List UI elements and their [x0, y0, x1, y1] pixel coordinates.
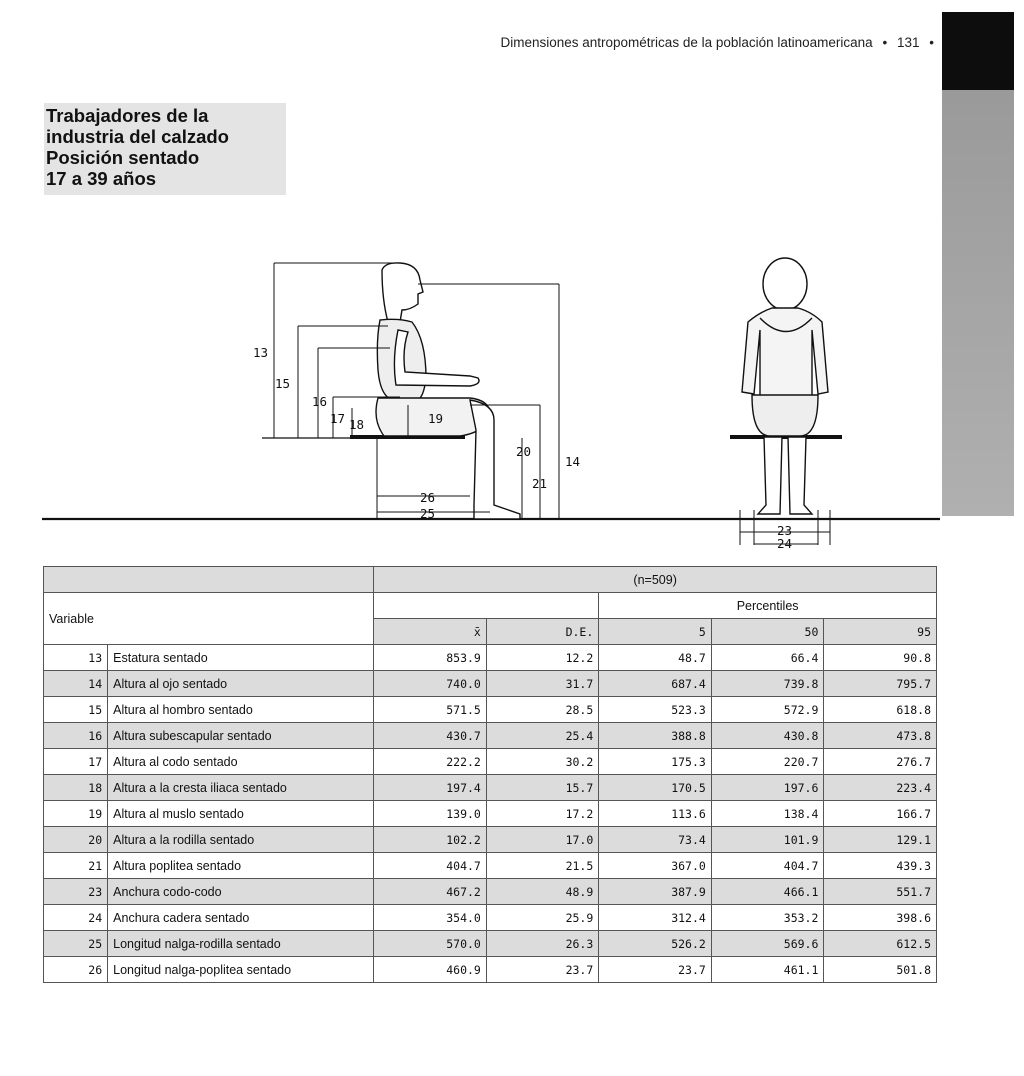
- cell-p5: 367.0: [599, 853, 712, 879]
- variable-number: 20: [44, 827, 108, 853]
- page-number: 131: [896, 35, 920, 50]
- sample-size: (n=509): [374, 567, 937, 593]
- table-row: [44, 801, 937, 827]
- label-23: 23: [777, 523, 793, 538]
- cell-p5: 113.6: [599, 801, 712, 827]
- cell-p50: 138.4: [711, 801, 824, 827]
- label-13: 13: [252, 345, 268, 360]
- table-row: [44, 879, 937, 905]
- table-row: [44, 853, 937, 879]
- section-title-line: industria del calzado: [46, 126, 229, 147]
- cell-p95: 612.5: [824, 931, 937, 957]
- label-15: 15: [274, 376, 290, 391]
- cell-sd: 12.2: [486, 645, 598, 671]
- variable-name: Estatura sentado: [108, 645, 374, 671]
- variable-number: 21: [44, 853, 108, 879]
- table-row: [44, 671, 937, 697]
- column-header-sd: D.E.: [486, 619, 598, 645]
- variable-name: Altura a la rodilla sentado: [108, 827, 374, 853]
- cell-sd: 23.7: [486, 957, 598, 983]
- variable-name: Altura al hombro sentado: [108, 697, 374, 723]
- variable-name: Altura al ojo sentado: [108, 671, 374, 697]
- variable-number: 23: [44, 879, 108, 905]
- cell-p5: 388.8: [599, 723, 712, 749]
- cell-p5: 175.3: [599, 749, 712, 775]
- cell-sd: 48.9: [486, 879, 598, 905]
- anthropometric-table: [43, 566, 937, 983]
- cell-sd: 30.2: [486, 749, 598, 775]
- variable-name: Longitud nalga-poplitea sentado: [108, 957, 374, 983]
- label-18: 18: [349, 417, 365, 432]
- cell-p5: 526.2: [599, 931, 712, 957]
- cell-p95: 501.8: [824, 957, 937, 983]
- bullet-separator: •: [929, 35, 934, 50]
- section-title-line: 17 a 39 años: [46, 168, 157, 189]
- cell-p50: 404.7: [711, 853, 824, 879]
- label-17: 17: [330, 411, 346, 426]
- table-row: [44, 931, 937, 957]
- cell-p5: 687.4: [599, 671, 712, 697]
- table-row: [44, 827, 937, 853]
- cell-mean: 404.7: [374, 853, 487, 879]
- variable-header: Variable: [44, 593, 374, 645]
- cell-mean: 467.2: [374, 879, 487, 905]
- variable-name: Altura al codo sentado: [108, 749, 374, 775]
- cell-sd: 31.7: [486, 671, 598, 697]
- cell-p50: 466.1: [711, 879, 824, 905]
- thumb-index-tab: [942, 12, 1014, 516]
- label-20: 20: [516, 444, 532, 459]
- cell-p5: 312.4: [599, 905, 712, 931]
- section-title-line: Posición sentado: [46, 147, 200, 168]
- table-row: [44, 957, 937, 983]
- bullet-separator: •: [882, 35, 888, 50]
- table-row: [44, 645, 937, 671]
- cell-sd: 28.5: [486, 697, 598, 723]
- cell-sd: 15.7: [486, 775, 598, 801]
- section-title: [44, 103, 286, 195]
- cell-mean: 571.5: [374, 697, 487, 723]
- cell-p50: 101.9: [711, 827, 824, 853]
- cell-mean: 740.0: [374, 671, 487, 697]
- variable-name: Anchura codo-codo: [108, 879, 374, 905]
- table-row: [44, 749, 937, 775]
- front-view-figure: [742, 258, 828, 514]
- cell-p5: 523.3: [599, 697, 712, 723]
- column-header-p95: 95: [824, 619, 937, 645]
- variable-name: Longitud nalga-rodilla sentado: [108, 931, 374, 957]
- variable-number: 17: [44, 749, 108, 775]
- label-24: 24: [777, 536, 793, 551]
- column-header-p50: 50: [711, 619, 824, 645]
- variable-number: 26: [44, 957, 108, 983]
- variable-name: Altura poplitea sentado: [108, 853, 374, 879]
- percentiles-header: Percentiles: [599, 593, 937, 619]
- cell-sd: 17.2: [486, 801, 598, 827]
- variable-name: Anchura cadera sentado: [108, 905, 374, 931]
- cell-p50: 461.1: [711, 957, 824, 983]
- variable-number: 18: [44, 775, 108, 801]
- cell-p95: 618.8: [824, 697, 937, 723]
- section-title-line: Trabajadores de la: [46, 105, 209, 126]
- label-25: 25: [420, 506, 436, 521]
- cell-p50: 66.4: [711, 645, 824, 671]
- cell-mean: 139.0: [374, 801, 487, 827]
- table-row: [44, 775, 937, 801]
- table-header-blank: [374, 593, 599, 619]
- cell-p50: 739.8: [711, 671, 824, 697]
- cell-p95: 166.7: [824, 801, 937, 827]
- variable-number: 15: [44, 697, 108, 723]
- table-row: [44, 905, 937, 931]
- column-header-mean: x̄: [374, 619, 487, 645]
- cell-sd: 25.4: [486, 723, 598, 749]
- running-title: Dimensiones antropométricas de la población latinoamericana: [500, 35, 873, 50]
- cell-sd: 25.9: [486, 905, 598, 931]
- variable-number: 13: [44, 645, 108, 671]
- cell-p5: 170.5: [599, 775, 712, 801]
- cell-mean: 197.4: [374, 775, 487, 801]
- cell-p50: 572.9: [711, 697, 824, 723]
- cell-mean: 222.2: [374, 749, 487, 775]
- cell-p95: 223.4: [824, 775, 937, 801]
- label-21: 21: [532, 476, 548, 491]
- variable-name: Altura a la cresta iliaca sentado: [108, 775, 374, 801]
- cell-p5: 48.7: [599, 645, 712, 671]
- column-header-p5: 5: [599, 619, 712, 645]
- label-14: 14: [565, 454, 581, 469]
- variable-number: 19: [44, 801, 108, 827]
- cell-p95: 551.7: [824, 879, 937, 905]
- cell-p95: 795.7: [824, 671, 937, 697]
- cell-mean: 102.2: [374, 827, 487, 853]
- table-row: [44, 697, 937, 723]
- cell-p5: 73.4: [599, 827, 712, 853]
- table-row: [44, 723, 937, 749]
- anthropometric-figure: [0, 240, 940, 560]
- table-header-blank: [44, 567, 374, 593]
- cell-mean: 430.7: [374, 723, 487, 749]
- side-view-figure: [376, 263, 520, 519]
- variable-number: 25: [44, 931, 108, 957]
- cell-p95: 276.7: [824, 749, 937, 775]
- cell-p95: 129.1: [824, 827, 937, 853]
- label-16: 16: [312, 394, 328, 409]
- cell-p50: 569.6: [711, 931, 824, 957]
- variable-number: 24: [44, 905, 108, 931]
- cell-sd: 17.0: [486, 827, 598, 853]
- cell-p50: 220.7: [711, 749, 824, 775]
- cell-mean: 460.9: [374, 957, 487, 983]
- dimension-lines: [274, 263, 830, 545]
- cell-p95: 398.6: [824, 905, 937, 931]
- variable-number: 16: [44, 723, 108, 749]
- cell-p95: 90.8: [824, 645, 937, 671]
- cell-p95: 473.8: [824, 723, 937, 749]
- variable-name: Altura al muslo sentado: [108, 801, 374, 827]
- cell-p50: 430.8: [711, 723, 824, 749]
- label-26: 26: [420, 490, 436, 505]
- cell-p5: 23.7: [599, 957, 712, 983]
- variable-name: Altura subescapular sentado: [108, 723, 374, 749]
- cell-p95: 439.3: [824, 853, 937, 879]
- cell-mean: 570.0: [374, 931, 487, 957]
- cell-sd: 21.5: [486, 853, 598, 879]
- running-header: [480, 35, 940, 50]
- cell-mean: 354.0: [374, 905, 487, 931]
- variable-number: 14: [44, 671, 108, 697]
- cell-p50: 353.2: [711, 905, 824, 931]
- cell-mean: 853.9: [374, 645, 487, 671]
- label-19: 19: [428, 411, 444, 426]
- cell-sd: 26.3: [486, 931, 598, 957]
- cell-p5: 387.9: [599, 879, 712, 905]
- cell-p50: 197.6: [711, 775, 824, 801]
